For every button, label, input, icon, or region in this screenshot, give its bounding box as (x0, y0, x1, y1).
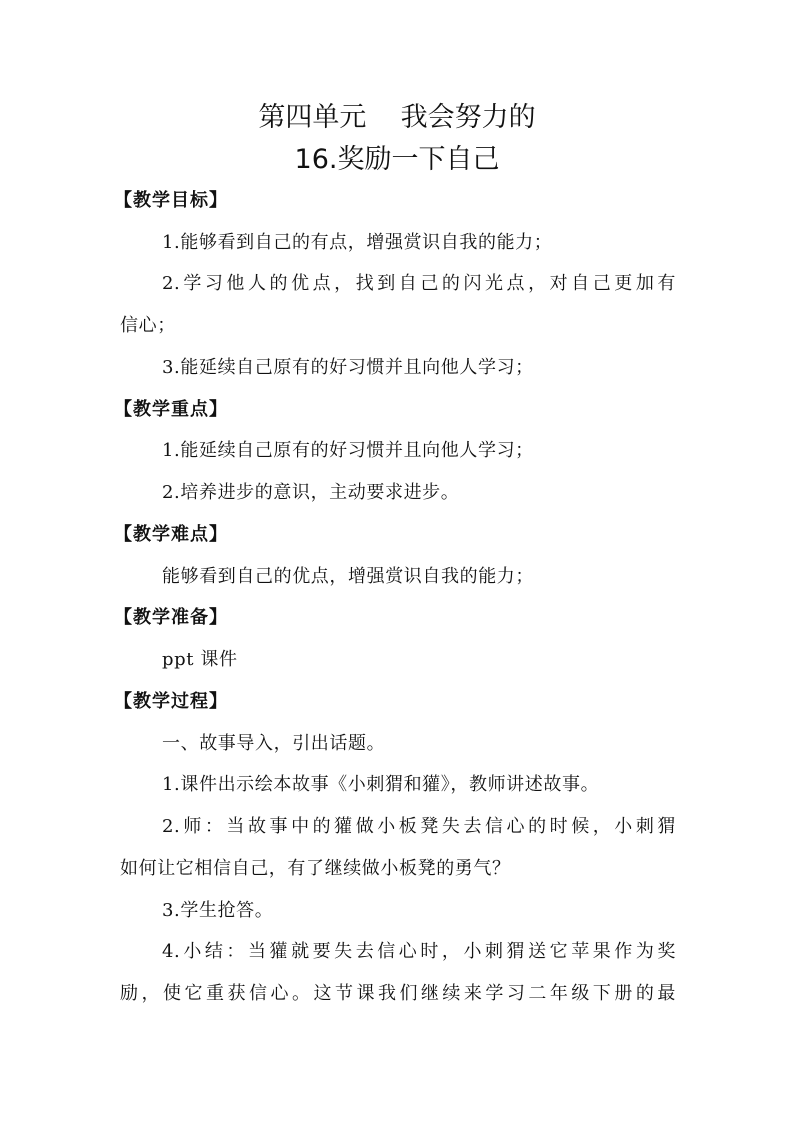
preparation-heading: 【教学准备】 (114, 607, 228, 628)
preparation-item-1: ppt 课件 (162, 649, 238, 670)
objectives-item-2-line-2: 信心； (120, 315, 176, 336)
process-heading: 【教学过程】 (114, 691, 228, 712)
key-points-item-1: 1.能延续自己原有的好习惯并且向他人学习； (162, 440, 534, 461)
unit-title: 第四单元 我会努力的 (258, 102, 536, 133)
objectives-heading: 【教学目标】 (114, 190, 228, 211)
process-item-3: 3.学生抢答。 (162, 900, 274, 921)
difficulties-item-1: 能够看到自己的优点，增强赏识自我的能力； (162, 566, 534, 587)
key-points-heading: 【教学重点】 (114, 399, 228, 420)
objectives-item-3: 3.能延续自己原有的好习惯并且向他人学习； (162, 357, 534, 378)
objectives-item-2-line-1: 2.学习他人的优点，找到自己的闪光点，对自己更加有 (162, 273, 676, 294)
process-step-intro: 一、故事导入，引出话题。 (162, 733, 386, 754)
key-points-item-2: 2.培养进步的意识，主动要求进步。 (162, 482, 460, 503)
lesson-title: 16.奖励一下自己 (294, 144, 500, 175)
process-item-4-line-1: 4.小结：当獾就要失去信心时，小刺猬送它苹果作为奖 (162, 941, 676, 962)
process-item-4-line-2: 励，使它重获信心。这节课我们继续来学习二年级下册的最 (120, 983, 676, 1004)
process-item-1: 1.课件出示绘本故事《小刺猬和獾》，教师讲述故事。 (162, 774, 600, 795)
process-item-2-line-2: 如何让它相信自己，有了继续做小板凳的勇气？ (120, 858, 511, 879)
objectives-item-1: 1.能够看到自己的有点，增强赏识自我的能力； (162, 232, 553, 253)
process-item-2-line-1: 2.师：当故事中的獾做小板凳失去信心的时候，小刺猬 (162, 816, 676, 837)
difficulties-heading: 【教学难点】 (114, 524, 228, 545)
